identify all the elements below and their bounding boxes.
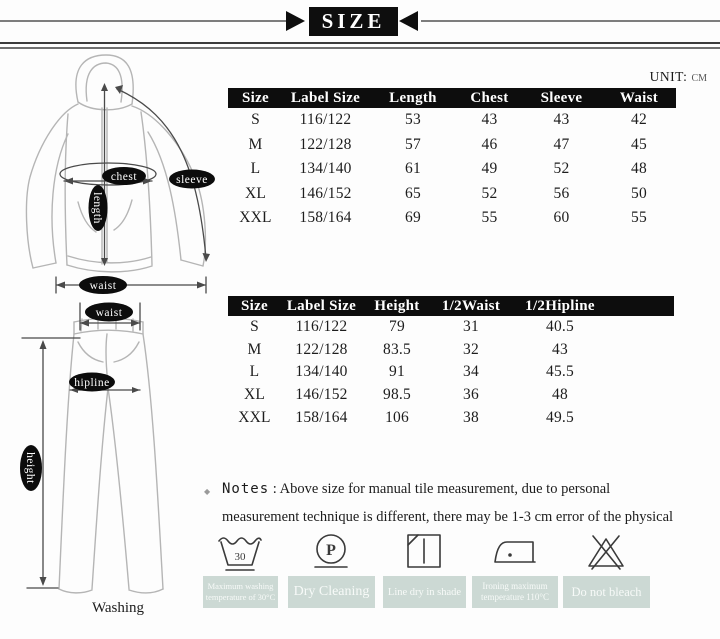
care-label-line: Ironing maximum — [482, 580, 548, 591]
table-cell: 122/128 — [295, 340, 348, 358]
notes-text-2: measurement technique is different, there may be 1-3 cm error of the physical — [222, 509, 674, 525]
care-label-box — [203, 576, 278, 608]
page-title: SIZE — [309, 7, 398, 36]
care-label-box — [563, 576, 650, 608]
table-cell: 31 — [463, 318, 479, 336]
table-cell: 48 — [631, 160, 647, 178]
table-cell: 50 — [631, 184, 647, 202]
table-cell: M — [248, 135, 263, 153]
table-row — [228, 339, 610, 362]
table-cell: 52 — [481, 184, 498, 202]
unit-note — [560, 68, 707, 86]
notes-line-1 — [222, 481, 702, 498]
care-label-line: Maximum washing — [207, 581, 274, 591]
table-row — [228, 316, 610, 339]
column-header: Label Size — [281, 296, 362, 316]
banner-line-left — [0, 20, 286, 22]
table-cell: 42 — [631, 111, 647, 129]
table-cell: 53 — [405, 111, 421, 129]
sleeve-label: sleeve — [176, 174, 208, 186]
table-cell: 32 — [463, 340, 479, 358]
dry-cleaning-icon — [309, 533, 353, 573]
table-cell: 43 — [553, 111, 570, 129]
table-cell: 56 — [553, 184, 570, 202]
table-cell: 48 — [552, 386, 568, 404]
column-header: Length — [368, 88, 458, 108]
table-cell: XXL — [239, 209, 272, 227]
table-cell: 65 — [405, 184, 421, 202]
care-label-box — [383, 576, 466, 608]
table-row — [228, 361, 610, 384]
table-cell: 134/140 — [299, 160, 352, 178]
do-not-bleach-icon — [584, 533, 628, 573]
pants-size-table — [228, 296, 610, 429]
table-cell: 69 — [405, 209, 421, 227]
table-cell: 91 — [389, 363, 405, 381]
column-header: Sleeve — [521, 88, 602, 108]
column-header: Waist — [602, 88, 676, 108]
jacket-diagram — [20, 52, 225, 302]
table-row — [228, 108, 676, 133]
table-row — [228, 133, 676, 158]
line-dry-in-shade-icon — [402, 533, 446, 573]
care-label-box — [472, 576, 558, 608]
table-cell: 79 — [389, 318, 405, 336]
care-label-line: Line dry in shade — [387, 586, 462, 598]
table-row — [228, 384, 610, 407]
notes-label: Notes — [222, 481, 270, 497]
table-cell: 134/140 — [295, 363, 348, 381]
divider-rule-top — [0, 42, 720, 44]
table-cell: 45.5 — [546, 363, 574, 381]
table-cell: 43 — [481, 111, 498, 129]
column-header: 1/2Hipline — [510, 296, 610, 316]
table-row — [228, 182, 676, 207]
divider-rule-bottom — [0, 47, 720, 49]
unit-value: CM — [691, 73, 707, 84]
table-cell: 146/152 — [295, 386, 348, 404]
notes-text-1: : Above size for manual tile measurement, due to personal — [272, 481, 611, 497]
pants-table-header-extension — [610, 296, 674, 316]
table-cell: XXL — [238, 408, 271, 426]
column-header: Size — [228, 296, 281, 316]
wash-30-icon — [218, 533, 262, 573]
table-cell: L — [250, 160, 261, 178]
dry-clean-letter: P — [326, 542, 336, 559]
table-cell: 46 — [481, 135, 498, 153]
hipline-label: hipline — [74, 377, 110, 389]
table-cell: 36 — [463, 386, 479, 404]
banner-line-right — [421, 20, 720, 22]
care-label-line: temperature 110°C — [481, 592, 549, 602]
column-header: Chest — [458, 88, 521, 108]
unit-label: UNIT: — [649, 69, 688, 84]
table-cell: 49.5 — [546, 408, 574, 426]
height-label: height — [24, 452, 36, 484]
notes-bullet-icon: ◆ — [204, 487, 211, 496]
table-cell: 122/128 — [299, 135, 352, 153]
chest-label: chest — [110, 171, 138, 183]
table-cell: 40.5 — [546, 318, 574, 336]
table-cell: S — [250, 318, 259, 336]
table-row — [228, 206, 676, 231]
table-row — [228, 406, 610, 429]
table-cell: S — [251, 111, 260, 129]
washing-caption: Washing — [91, 600, 145, 616]
table-row — [228, 157, 676, 182]
table-cell: 43 — [552, 340, 568, 358]
table-cell: 106 — [385, 408, 409, 426]
column-header: Size — [228, 88, 283, 108]
table-cell: 158/164 — [295, 408, 348, 426]
table-cell: M — [247, 340, 262, 358]
table-cell: 45 — [631, 135, 647, 153]
table-cell: 83.5 — [383, 340, 411, 358]
length-label: length — [91, 192, 103, 224]
column-header: Label Size — [283, 88, 368, 108]
table-cell: 34 — [463, 363, 479, 381]
column-header: Height — [362, 296, 432, 316]
pants-waist-label: waist — [95, 307, 123, 319]
care-label-line: Do not bleach — [571, 584, 642, 599]
jacket-size-table — [228, 88, 676, 231]
pants-diagram — [12, 300, 222, 610]
ribbon-right-fold-icon — [399, 11, 418, 31]
table-cell: 57 — [405, 135, 421, 153]
care-label-line: temperature of 30°C — [205, 592, 276, 602]
column-header: 1/2Waist — [432, 296, 510, 316]
table-cell: 52 — [553, 160, 570, 178]
table-cell: 98.5 — [383, 386, 411, 404]
table-cell: 47 — [553, 135, 570, 153]
table-header-row — [228, 88, 676, 108]
table-cell: 38 — [463, 408, 479, 426]
jacket-waist-label: waist — [89, 280, 117, 292]
wash-temp-value: 30 — [234, 551, 246, 563]
table-cell: 116/122 — [295, 318, 348, 336]
table-cell: XL — [244, 184, 267, 202]
care-label-line: Dry Cleaning — [293, 584, 370, 599]
ribbon-left-fold-icon — [286, 11, 305, 31]
table-cell: L — [249, 363, 260, 381]
iron-110-icon — [493, 533, 537, 573]
care-label-box — [288, 576, 375, 608]
table-header-row — [228, 296, 610, 316]
table-cell: 116/122 — [299, 111, 352, 129]
table-cell: XL — [243, 386, 266, 404]
table-cell: 55 — [631, 209, 647, 227]
table-cell: 146/152 — [299, 184, 352, 202]
table-cell: 158/164 — [299, 209, 352, 227]
table-cell: 60 — [553, 209, 570, 227]
table-cell: 55 — [481, 209, 498, 227]
table-cell: 61 — [405, 160, 421, 178]
table-cell: 49 — [481, 160, 498, 178]
